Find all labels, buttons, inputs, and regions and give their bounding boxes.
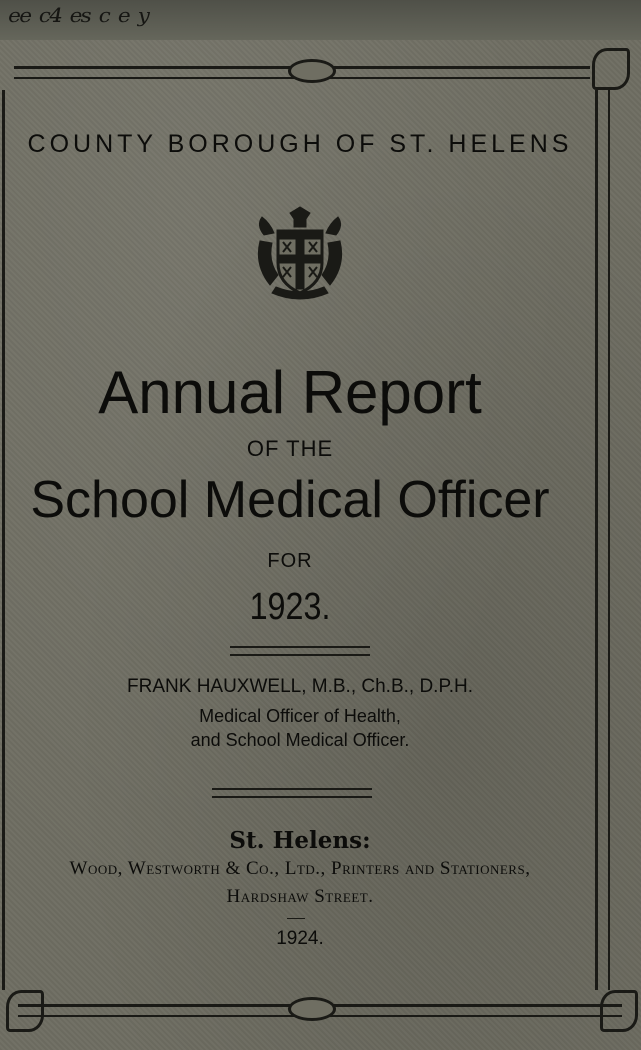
author-role-continued: and School Medical Officer. xyxy=(190,730,410,750)
borough-heading: COUNTY BOROUGH OF ST. HELENS xyxy=(27,130,573,158)
report-title: Annual Report xyxy=(98,359,482,426)
publication-place: St. Helens: xyxy=(229,827,371,854)
author-name: FRANK HAUXWELL, M.B., Ch.B., D.P.H. xyxy=(127,676,473,697)
for-label: FOR xyxy=(267,550,313,572)
torn-top-edge xyxy=(0,0,641,40)
bottom-ornament-icon xyxy=(288,997,336,1021)
publication-year: 1924. xyxy=(276,928,324,949)
divider-rule xyxy=(230,646,370,656)
report-subject: School Medical Officer xyxy=(30,471,550,529)
small-dash xyxy=(287,918,305,919)
report-year: 1923. xyxy=(249,586,331,628)
divider-rule-lower xyxy=(212,788,372,798)
top-ornament-icon xyxy=(288,59,336,83)
corner-scroll-icon xyxy=(592,48,630,90)
corner-scroll-icon-bottom-right xyxy=(600,990,638,1032)
left-border-rule xyxy=(2,90,15,990)
printer-address: Hardshaw Street. xyxy=(226,886,374,907)
borough-coat-of-arms-icon xyxy=(250,205,350,305)
handwritten-annotation: ᵉᵉ ᶜ⁴ ᵉˢ ᶜ ᵉ ʸ xyxy=(8,2,148,42)
printer-name: Wood, Westworth & Co., Ltd., Printers and Stationers, xyxy=(69,858,531,879)
corner-scroll-icon-bottom-left xyxy=(6,990,44,1032)
report-title-connector: OF THE xyxy=(246,436,334,461)
right-border-rule xyxy=(595,90,610,990)
author-role: Medical Officer of Health, xyxy=(199,706,401,726)
